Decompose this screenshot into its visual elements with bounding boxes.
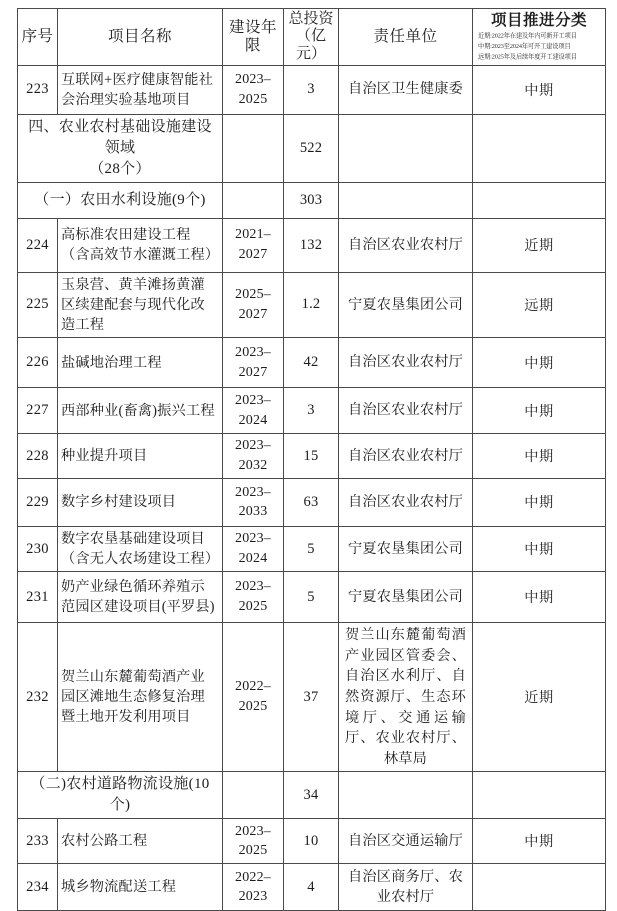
table-row-category: [18, 114, 606, 182]
cell-no: 234: [18, 864, 58, 911]
table-row: [18, 623, 606, 772]
cell-unit: 自治区商务厅、农业农村厅: [339, 864, 473, 911]
cell-years-line2: 2033: [238, 504, 268, 520]
cell-investment: 37: [284, 623, 339, 772]
cell-name: 贺兰山东麓葡萄酒产业园区滩地生态修复治理暨土地开发利用项目: [58, 623, 223, 772]
cell-years-line2: 2027: [238, 247, 268, 263]
cell-years-line2: 2025: [238, 599, 268, 615]
cell-classification: 中期: [473, 819, 606, 864]
column-header-investment-line2: （亿元）: [295, 28, 326, 62]
cell-no: 228: [18, 434, 58, 479]
classification-note-far: 远期:2025年及后续年度开工建设项目: [478, 52, 577, 61]
header-row: [18, 9, 606, 66]
cell-years: [223, 819, 284, 864]
cell-classification: 近期: [473, 218, 606, 272]
cell-unit: 自治区交通运输厅: [339, 819, 473, 864]
classification-title: 项目推进分类: [490, 12, 587, 29]
cell-years-line1: 2023–: [235, 531, 271, 547]
table-row: [18, 526, 606, 571]
cell-years-line2: 2025: [238, 843, 268, 859]
cell-no: 231: [18, 572, 58, 623]
column-header-unit: 责任单位: [339, 9, 473, 66]
cell-name: 数字农垦基础建设项目（含无人农场建设工程）: [58, 526, 223, 571]
cell-unit: 自治区农业农村厅: [339, 478, 473, 526]
cell-unit: [339, 182, 473, 218]
cell-years-line1: 2022–: [235, 679, 271, 695]
cell-classification: 中期: [473, 478, 606, 526]
cell-name: 盐碱地治理工程: [58, 338, 223, 388]
cell-name: 互联网+医疗健康智能社会治理实验基地项目: [58, 65, 223, 114]
cell-years-line2: 2023: [238, 889, 268, 905]
cell-investment: 15: [284, 434, 339, 479]
project-list-table: [17, 8, 606, 911]
cell-years-line2: 2024: [238, 551, 268, 567]
column-header-name: 项目名称: [58, 9, 223, 66]
cell-investment: 10: [284, 819, 339, 864]
cell-years: [223, 272, 284, 337]
table-row: [18, 572, 606, 623]
cell-classification: 中期: [473, 526, 606, 571]
column-header-investment-line1: 总投资: [288, 11, 334, 27]
cell-years: [223, 478, 284, 526]
table-row-category: [18, 182, 606, 218]
table-row: [18, 272, 606, 337]
table-row: [18, 434, 606, 479]
cell-years-line1: 2023–: [235, 344, 271, 360]
table-row: [18, 338, 606, 388]
cell-years-line1: 2023–: [235, 392, 271, 408]
cell-no: 229: [18, 478, 58, 526]
cell-name: 奶产业绿色循环养殖示范园区建设项目(平罗县): [58, 572, 223, 623]
cell-classification: [473, 114, 606, 182]
cell-category-title-line1: 四、农业农村基础设施建设领域: [28, 118, 212, 156]
cell-years: [223, 434, 284, 479]
cell-years-line2: 2032: [238, 458, 268, 474]
cell-years-line1: 2023–: [235, 71, 271, 87]
cell-years-line2: 2024: [238, 412, 268, 428]
column-header-years: 建设年限: [223, 9, 284, 66]
cell-years-line1: 2021–: [235, 227, 271, 243]
cell-years: [223, 623, 284, 772]
table-row: [18, 218, 606, 272]
cell-investment: 5: [284, 526, 339, 571]
cell-classification: [473, 772, 606, 819]
cell-classification: [473, 182, 606, 218]
cell-no: 225: [18, 272, 58, 337]
classification-note-near: 近期:2022年在建及年内可新开工项目: [478, 31, 577, 40]
cell-years: [223, 114, 284, 182]
cell-no: 233: [18, 819, 58, 864]
table-row: [18, 388, 606, 434]
cell-unit: 宁夏农垦集团公司: [339, 272, 473, 337]
cell-years: [223, 772, 284, 819]
column-header-no: 序号: [18, 9, 58, 66]
cell-category-title: （二)农村道路物流设施(10个): [18, 772, 223, 819]
cell-no: 223: [18, 65, 58, 114]
cell-years-line2: 2025: [238, 91, 268, 107]
column-header-investment: [284, 9, 339, 66]
cell-no: 232: [18, 623, 58, 772]
cell-investment: 5: [284, 572, 339, 623]
cell-unit: 自治区卫生健康委: [339, 65, 473, 114]
cell-years-line2: 2025: [238, 699, 268, 715]
cell-unit: [339, 772, 473, 819]
cell-unit: 宁夏农垦集团公司: [339, 526, 473, 571]
cell-unit: 宁夏农垦集团公司: [339, 572, 473, 623]
cell-classification: 中期: [473, 388, 606, 434]
cell-years-line1: 2022–: [235, 869, 271, 885]
table-row-category: [18, 772, 606, 819]
cell-unit: 自治区农业农村厅: [339, 388, 473, 434]
cell-category-title: [18, 114, 223, 182]
cell-classification: 中期: [473, 338, 606, 388]
cell-years-line1: 2025–: [235, 287, 271, 303]
cell-years-line1: 2023–: [235, 438, 271, 454]
cell-name: 玉泉营、黄羊滩扬黄灌区续建配套与现代化改造工程: [58, 272, 223, 337]
cell-years-line1: 2023–: [235, 823, 271, 839]
cell-unit: 自治区农业农村厅: [339, 338, 473, 388]
cell-name: 西部种业(畜禽)振兴工程: [58, 388, 223, 434]
table-header: [18, 9, 606, 66]
classification-notes: [476, 31, 602, 63]
table-row: [18, 478, 606, 526]
cell-name: 数字乡村建设项目: [58, 478, 223, 526]
cell-investment: 522: [284, 114, 339, 182]
cell-years: [223, 526, 284, 571]
cell-years-line2: 2027: [238, 364, 268, 380]
cell-investment: 303: [284, 182, 339, 218]
cell-years: [223, 572, 284, 623]
cell-name: 种业提升项目: [58, 434, 223, 479]
cell-name: 城乡物流配送工程: [58, 864, 223, 911]
cell-investment: 3: [284, 65, 339, 114]
cell-investment: 42: [284, 338, 339, 388]
cell-classification: 中期: [473, 434, 606, 479]
cell-no: 226: [18, 338, 58, 388]
cell-name: 农村公路工程: [58, 819, 223, 864]
cell-name: 高标准农田建设工程（含高效节水灌溉工程）: [58, 218, 223, 272]
cell-investment: 1.2: [284, 272, 339, 337]
cell-years-line2: 2027: [238, 306, 268, 322]
cell-classification: 中期: [473, 65, 606, 114]
cell-investment: 4: [284, 864, 339, 911]
cell-investment: 63: [284, 478, 339, 526]
cell-investment: 3: [284, 388, 339, 434]
cell-category-title-line2: （28个）: [89, 160, 151, 177]
cell-unit: 贺兰山东麓葡萄酒产业园区管委会、自治区水利厅、自然资源厅、生态环境厅、交通运输厅、农业农村厅、林草局: [339, 623, 473, 772]
cell-investment: 132: [284, 218, 339, 272]
cell-unit: 自治区农业农村厅: [339, 218, 473, 272]
cell-years: [223, 65, 284, 114]
cell-years: [223, 338, 284, 388]
cell-unit: [339, 114, 473, 182]
project-table-sheet: [17, 8, 605, 911]
cell-classification: 中期: [473, 572, 606, 623]
cell-no: 224: [18, 218, 58, 272]
cell-years-line1: 2023–: [235, 579, 271, 595]
classification-note-mid: 中期:2023至2024年可开工建设项目: [478, 42, 571, 50]
table-row: [18, 65, 606, 114]
cell-category-title: （一）农田水利设施(9个): [18, 182, 223, 218]
cell-investment: 34: [284, 772, 339, 819]
cell-classification: 远期: [473, 272, 606, 337]
cell-no: 227: [18, 388, 58, 434]
cell-unit: 自治区农业农村厅: [339, 434, 473, 479]
cell-years: [223, 388, 284, 434]
cell-years-line1: 2023–: [235, 484, 271, 500]
cell-classification: 近期: [473, 623, 606, 772]
cell-years: [223, 182, 284, 218]
table-body: [18, 65, 606, 911]
table-row: [18, 819, 606, 864]
column-header-classification: [473, 9, 606, 66]
cell-no: 230: [18, 526, 58, 571]
cell-years: [223, 218, 284, 272]
